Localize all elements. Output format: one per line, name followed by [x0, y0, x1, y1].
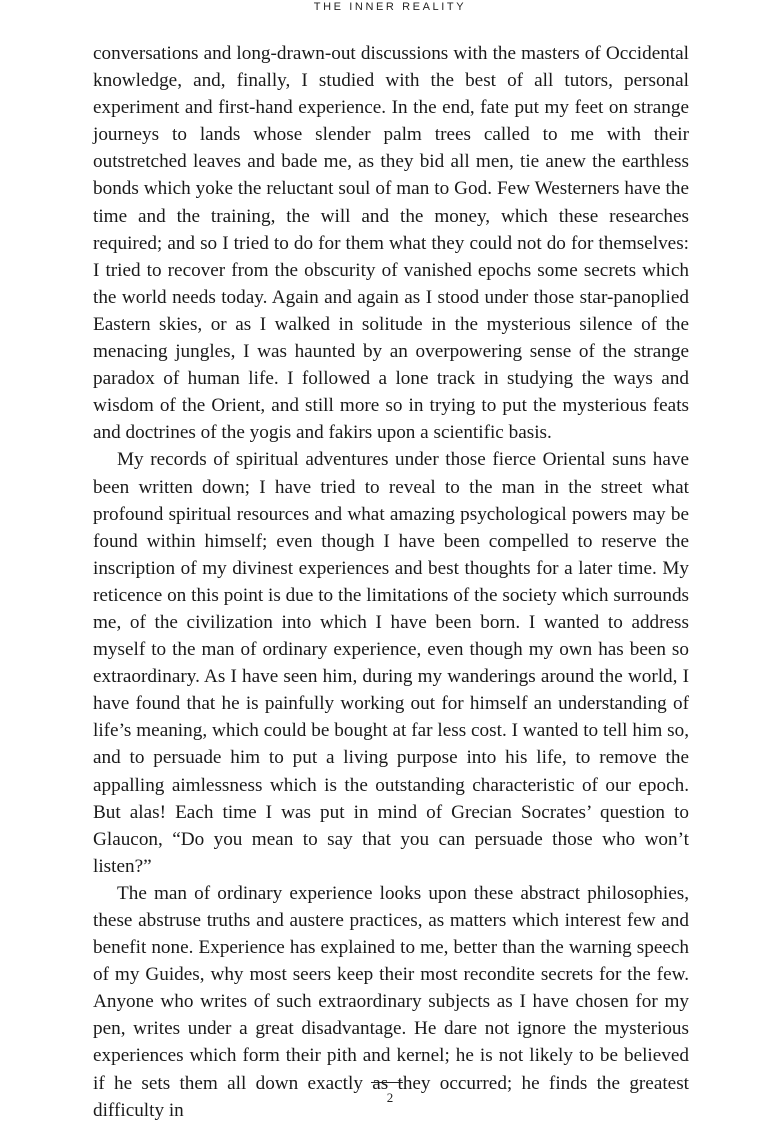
running-head: THE INNER REALITY [313, 1, 467, 13]
paragraph-1: conversations and long-drawn-out discussions with the masters of Occidental knowledge, and, finally, I studied with the best of all tutors, personal experiment and first-hand experience. In the end, fate put my feet on strange journeys to lands whose slender palm trees called to me with their outstretched leaves and bade me, as they bid all men, tie anew the earthless bonds which yoke the reluctant soul of man to God. Few Westerners have the time and the training, the will and the money, which these researches required; and so I tried to do for them what they could not do for themselves: I tried to recover from the obscurity of vanished epochs some secrets which the world needs today. Again and again as I stood under those star-panoplied Eastern skies, or as I walked in solitude in the mysterious silence of the menacing jungles, I was haunted by an overpowering sense of the strange paradox of human life. I followed a lone track in studying the ways and wisdom of the Orient, and still more so in trying to put the mysterious feats and doctrines of the yogis and fakirs upon a scientific basis. [93, 43, 689, 444]
paragraph-3: The man of ordinary experience looks upon these abstract philosophies, these abstruse truths and austere practices, as matters which interest few and benefit none. Experience has explained to me, better than the warning speech of my Guides, why most seers keep their most recondite secrets for the few. Anyone who writes of such extraordinary subjects as I have chosen for my pen, writes under a great disadvantage. He dare not ignore the mysterious experiences which form their pith and kernel; he is not likely to be believed if he sets them all down exactly as they occurred; he finds the greatest difficulty in [93, 882, 689, 1121]
folio-rule [371, 1082, 403, 1083]
body-text [93, 40, 689, 1124]
paragraph-2: My records of spiritual adventures under those fierce Oriental suns have been written down; I have tried to reveal to the man in the street what profound spiritual resources and what amazing psychological powers may be found within himself; even though I have been compelled to reserve the inscription of my divinest experiences and best thoughts for a later time. My reticence on this point is due to the limitations of the society which surrounds me, of the civilization into which I have been born. I wanted to address myself to the man of ordinary experience, even though my own has been so extraordinary. As I have seen him, during my wanderings around the world, I have found that he is painfully working out for himself an understanding of life’s meaning, which could be bought at far less cost. I wanted to tell him so, and to persuade him to put a living purpose into his life, to remove the appalling aimlessness which is the outstanding characteristic of our epoch. But alas! Each time I was put in mind of Grecian Socrates’ question to Glaucon, “Do you mean to say that you can persuade those who won’t listen?” [93, 449, 689, 877]
page-number: 2 [386, 1090, 394, 1105]
